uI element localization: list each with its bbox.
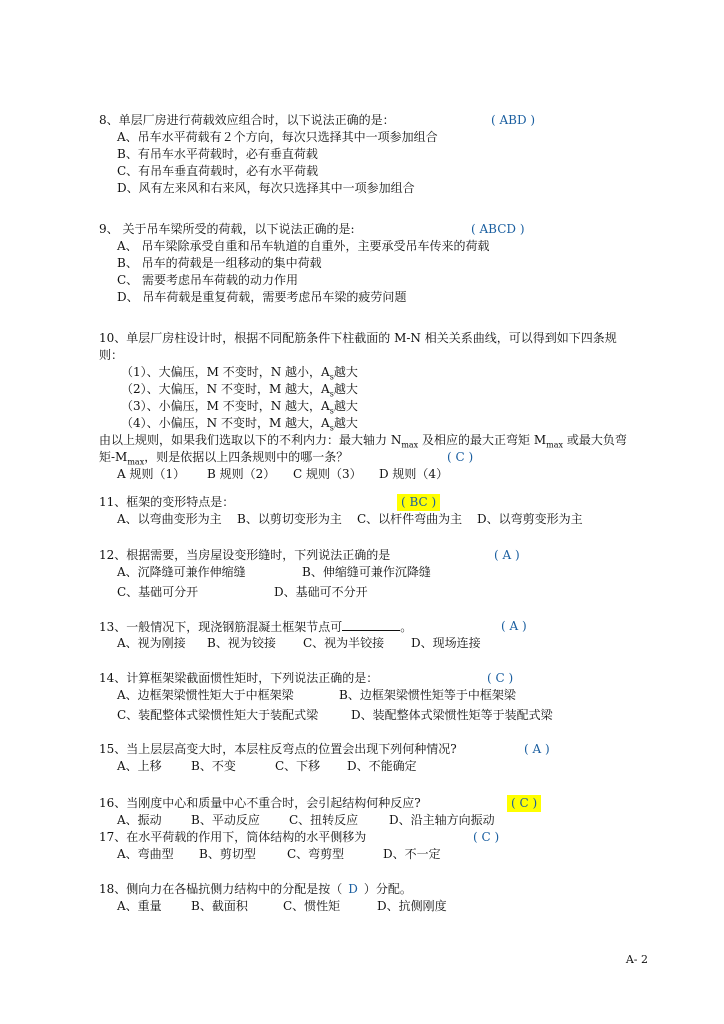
- q8-stem: 8、单层厂房进行荷载效应组合时，以下说法正确的是：: [99, 113, 395, 127]
- q10-tail-line1: 由以上规则，如果我们选取以下的不利内力：最大轴力 $N_{max}$ 及相应的最大正弯矩 $M_{max}$ 或最大负弯: [99, 433, 627, 450]
- q9-option-b: B、 吊车的荷载是一组移动的集中荷载: [117, 256, 322, 270]
- q15-option-d: D、不能确定: [347, 759, 417, 773]
- q17-option-b: B、剪切型: [199, 847, 256, 861]
- q18-options: [99, 898, 659, 915]
- q17-answer: ( C ): [473, 830, 500, 844]
- q9-stem: 9、 关于吊车梁所受的荷载，以下说法正确的是:: [99, 222, 355, 236]
- q11-answer: ( BC ): [397, 494, 440, 511]
- q11-option-d: D、以弯剪变形为主: [477, 512, 583, 526]
- question-8: [99, 112, 659, 197]
- q12-options-row2: [99, 584, 659, 601]
- question-18: [99, 881, 659, 915]
- q14-answer: ( C ): [487, 671, 514, 685]
- q16-options: [99, 812, 659, 829]
- q14-option-d: D、装配整体式梁惯性矩等于装配式梁: [351, 708, 553, 722]
- q14-stem: 14、计算框架梁截面惯性矩时，下列说法正确的是：: [99, 671, 379, 685]
- q13-option-c: C、视为半铰接: [303, 636, 385, 650]
- q12-options-row1: [99, 564, 659, 581]
- q15-answer: ( A ): [524, 742, 550, 756]
- q10-option-a: A 规则（1）: [117, 467, 186, 481]
- q18-option-c: C、惯性矩: [283, 899, 341, 913]
- question-13: [99, 618, 659, 652]
- q18-stem-a: 18、侧向力在各榀抗侧力结构中的分配是按（: [99, 882, 343, 896]
- q14-options-row2: [99, 707, 659, 724]
- question-9: [99, 221, 659, 306]
- q12-option-a: A、沉降缝可兼作伸缩缝: [117, 565, 246, 579]
- q16-option-c: C、扭转反应: [289, 813, 359, 827]
- q8-option-c: C、有吊车垂直荷载时，必有水平荷载: [117, 164, 319, 178]
- q10-rule-4: （4）、小偏压，N 不变时，M 越大，$A_s$越大: [121, 416, 358, 433]
- q16-option-a: A、振动: [117, 813, 162, 827]
- q9-option-c: C、 需要考虑吊车荷载的动力作用: [117, 273, 298, 287]
- q8-option-b: B、有吊车水平荷载时，必有垂直荷载: [117, 147, 318, 161]
- q15-option-a: A、上移: [117, 759, 162, 773]
- q11-option-c: C、以杆件弯曲为主: [357, 512, 463, 526]
- q15-option-b: B、不变: [191, 759, 236, 773]
- question-12: [99, 547, 659, 601]
- q15-options: [99, 758, 659, 775]
- q18-option-a: A、重量: [117, 899, 162, 913]
- question-10: [99, 330, 659, 483]
- q16-option-b: B、平动反应: [191, 813, 260, 827]
- q15-option-c: C、下移: [275, 759, 321, 773]
- q11-options: [99, 511, 659, 528]
- q17-option-d: D、不一定: [383, 847, 441, 861]
- q15-stem: 15、当上层层高变大时，本层柱反弯点的位置会出现下列何种情况?: [99, 742, 457, 756]
- q8-option-d: D、风有左来风和右来风，每次只选择其中一项参加组合: [117, 181, 415, 195]
- q14-option-b: B、边框架梁惯性矩等于中框架梁: [339, 688, 516, 702]
- q18-answer: D: [348, 882, 358, 896]
- q13-stem-a: 13、一般情况下，现浇钢筋混凝土框架节点可: [99, 620, 343, 634]
- q14-option-c: C、装配整体式梁惯性矩大于装配式梁: [117, 708, 319, 722]
- q8-option-a: A、吊车水平荷载有２个方向，每次只选择其中一项参加组合: [117, 130, 438, 144]
- q16-option-d: D、沿主轴方向振动: [389, 813, 495, 827]
- q10-options: [99, 466, 659, 483]
- q13-option-d: D、现场连接: [411, 636, 481, 650]
- q17-option-c: C、弯剪型: [287, 847, 345, 861]
- q11-stem: 11、框架的变形特点是：: [99, 495, 235, 509]
- q10-stem-line1: 10、单层厂房柱设计时，根据不同配筋条件下柱截面的 M-N 相关关系曲线，可以得到如下四条规: [99, 331, 617, 345]
- q18-option-b: B、截面积: [191, 899, 248, 913]
- q11-option-b: B、以剪切变形为主: [237, 512, 342, 526]
- q10-option-d: D 规则（4）: [379, 467, 449, 481]
- q18-stem-b: ）分配。: [363, 882, 412, 896]
- q13-option-a: A、视为刚接: [117, 636, 186, 650]
- q10-rule-1: （1）、大偏压，M 不变时，N 越小，$A_s$越大: [121, 365, 358, 382]
- question-15: [99, 741, 659, 775]
- q12-option-b: B、伸缩缝可兼作沉降缝: [302, 565, 431, 579]
- question-11: [99, 494, 659, 528]
- q17-option-a: A、弯曲型: [117, 847, 174, 861]
- q18-option-d: D、抗侧刚度: [377, 899, 447, 913]
- q13-blank: [342, 618, 400, 631]
- q14-options-row1: [99, 687, 659, 704]
- q10-rule-2: （2）、大偏压，N 不变时，M 越大，$A_s$越大: [121, 382, 358, 399]
- q14-option-a: A、边框架梁惯性矩大于中框架梁: [117, 688, 294, 702]
- q17-stem: 17、在水平荷载的作用下，筒体结构的水平侧移为: [99, 830, 367, 844]
- question-17: [99, 829, 659, 863]
- q12-stem: 12、根据需要，当房屋设变形缝时，下列说法正确的是: [99, 548, 391, 562]
- q9-option-a: A、 吊车梁除承受自重和吊车轨道的自重外，主要承受吊车传来的荷载: [117, 239, 490, 253]
- q16-answer: ( C ): [507, 795, 541, 812]
- q9-answer: ( ABCD ): [471, 222, 525, 236]
- q10-option-c: C 规则（3）: [293, 467, 362, 481]
- question-14: [99, 670, 659, 724]
- q10-stem-line2: 则：: [99, 348, 124, 362]
- q12-option-c: C、基础可分开: [117, 585, 199, 599]
- q12-option-d: D、基础可不分开: [274, 585, 368, 599]
- q12-answer: ( A ): [494, 548, 520, 562]
- q10-answer: ( C ): [447, 450, 474, 464]
- q10-option-b: B 规则（2）: [207, 467, 276, 481]
- q13-option-b: B、视为铰接: [207, 636, 276, 650]
- page-number: A- 2: [625, 953, 648, 966]
- q16-stem: 16、当刚度中心和质量中心不重合时，会引起结构何种反应?: [99, 796, 421, 810]
- question-16: [99, 795, 659, 829]
- q10-rule-3: （3）、小偏压，M 不变时，N 越大，$A_s$越大: [121, 399, 358, 416]
- q17-options: [99, 846, 659, 863]
- q13-answer: ( A ): [501, 619, 527, 633]
- q11-option-a: A、以弯曲变形为主: [117, 512, 222, 526]
- q9-option-d: D、 吊车荷载是重复荷载，需要考虑吊车梁的疲劳问题: [117, 290, 407, 304]
- q13-stem-b: 。: [400, 620, 413, 634]
- q10-tail-line2: 矩$-M_{max}$，则是依据以上四条规则中的哪一条？ ( C ): [99, 450, 474, 467]
- q8-answer: ( ABD ): [491, 113, 536, 127]
- q13-options: [99, 635, 659, 652]
